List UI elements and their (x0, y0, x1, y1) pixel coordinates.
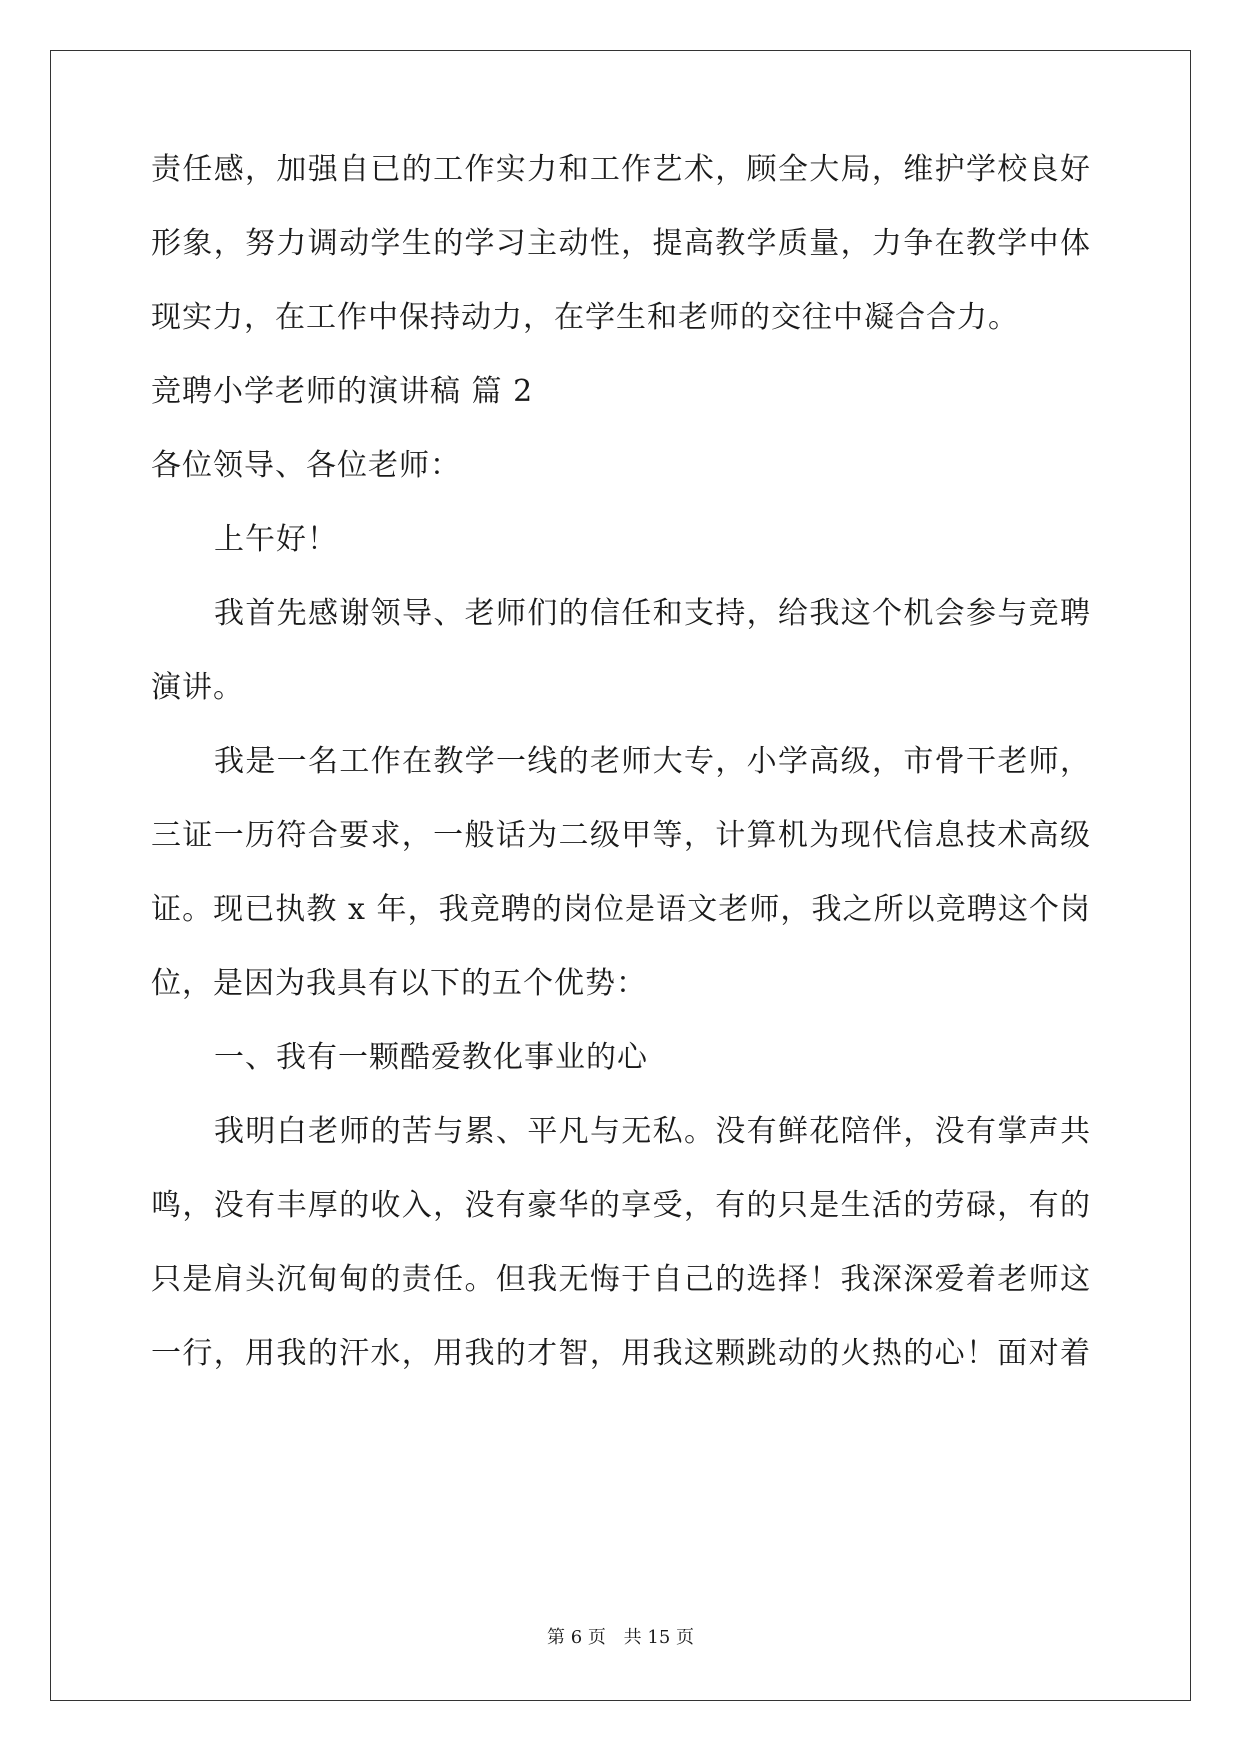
section-heading: 竞聘小学老师的演讲稿 篇 2 (151, 374, 534, 409)
text-line: 只是肩头沉甸甸的责任。但我无悔于自己的选择！我深深爱着老师这 (151, 1262, 1091, 1297)
salutation: 各位领导、各位老师： (151, 448, 461, 483)
text-line: 一行，用我的汗水，用我的才智，用我这颗跳动的火热的心！面对着 (151, 1336, 1091, 1371)
text-line: 位，是因为我具有以下的五个优势： (151, 966, 647, 1001)
text-line: 我明白老师的苦与累、平凡与无私。没有鲜花陪伴，没有掌声共 (214, 1114, 1091, 1149)
text-line: 形象，努力调动学生的学习主动性，提高教学质量，力争在教学中体 (151, 226, 1091, 261)
page-footer (0, 1626, 1241, 1650)
subheading: 一、我有一颗酷爱教化事业的心 (214, 1040, 648, 1075)
text-line: 证。现已执教 x 年，我竞聘的岗位是语文老师，我之所以竞聘这个岗 (151, 892, 1091, 927)
text-line: 三证一历符合要求，一般话为二级甲等，计算机为现代信息技术高级 (151, 818, 1091, 853)
text-line: 鸣，没有丰厚的收入，没有豪华的享受，有的只是生活的劳碌，有的 (151, 1188, 1091, 1223)
text-line: 我首先感谢领导、老师们的信任和支持，给我这个机会参与竞聘 (214, 596, 1091, 631)
page-total: 共 15 页 (623, 1627, 694, 1648)
text-line: 现实力，在工作中保持动力，在学生和老师的交往中凝合合力。 (151, 300, 1019, 335)
text-line: 责任感，加强自已的工作实力和工作艺术，顾全大局，维护学校良好 (151, 152, 1091, 187)
page-number: 第 6 页 (547, 1627, 606, 1648)
text-line: 演讲。 (151, 670, 244, 705)
greeting: 上午好！ (214, 522, 338, 557)
text-line: 我是一名工作在教学一线的老师大专，小学高级，市骨干老师， (214, 744, 1091, 779)
